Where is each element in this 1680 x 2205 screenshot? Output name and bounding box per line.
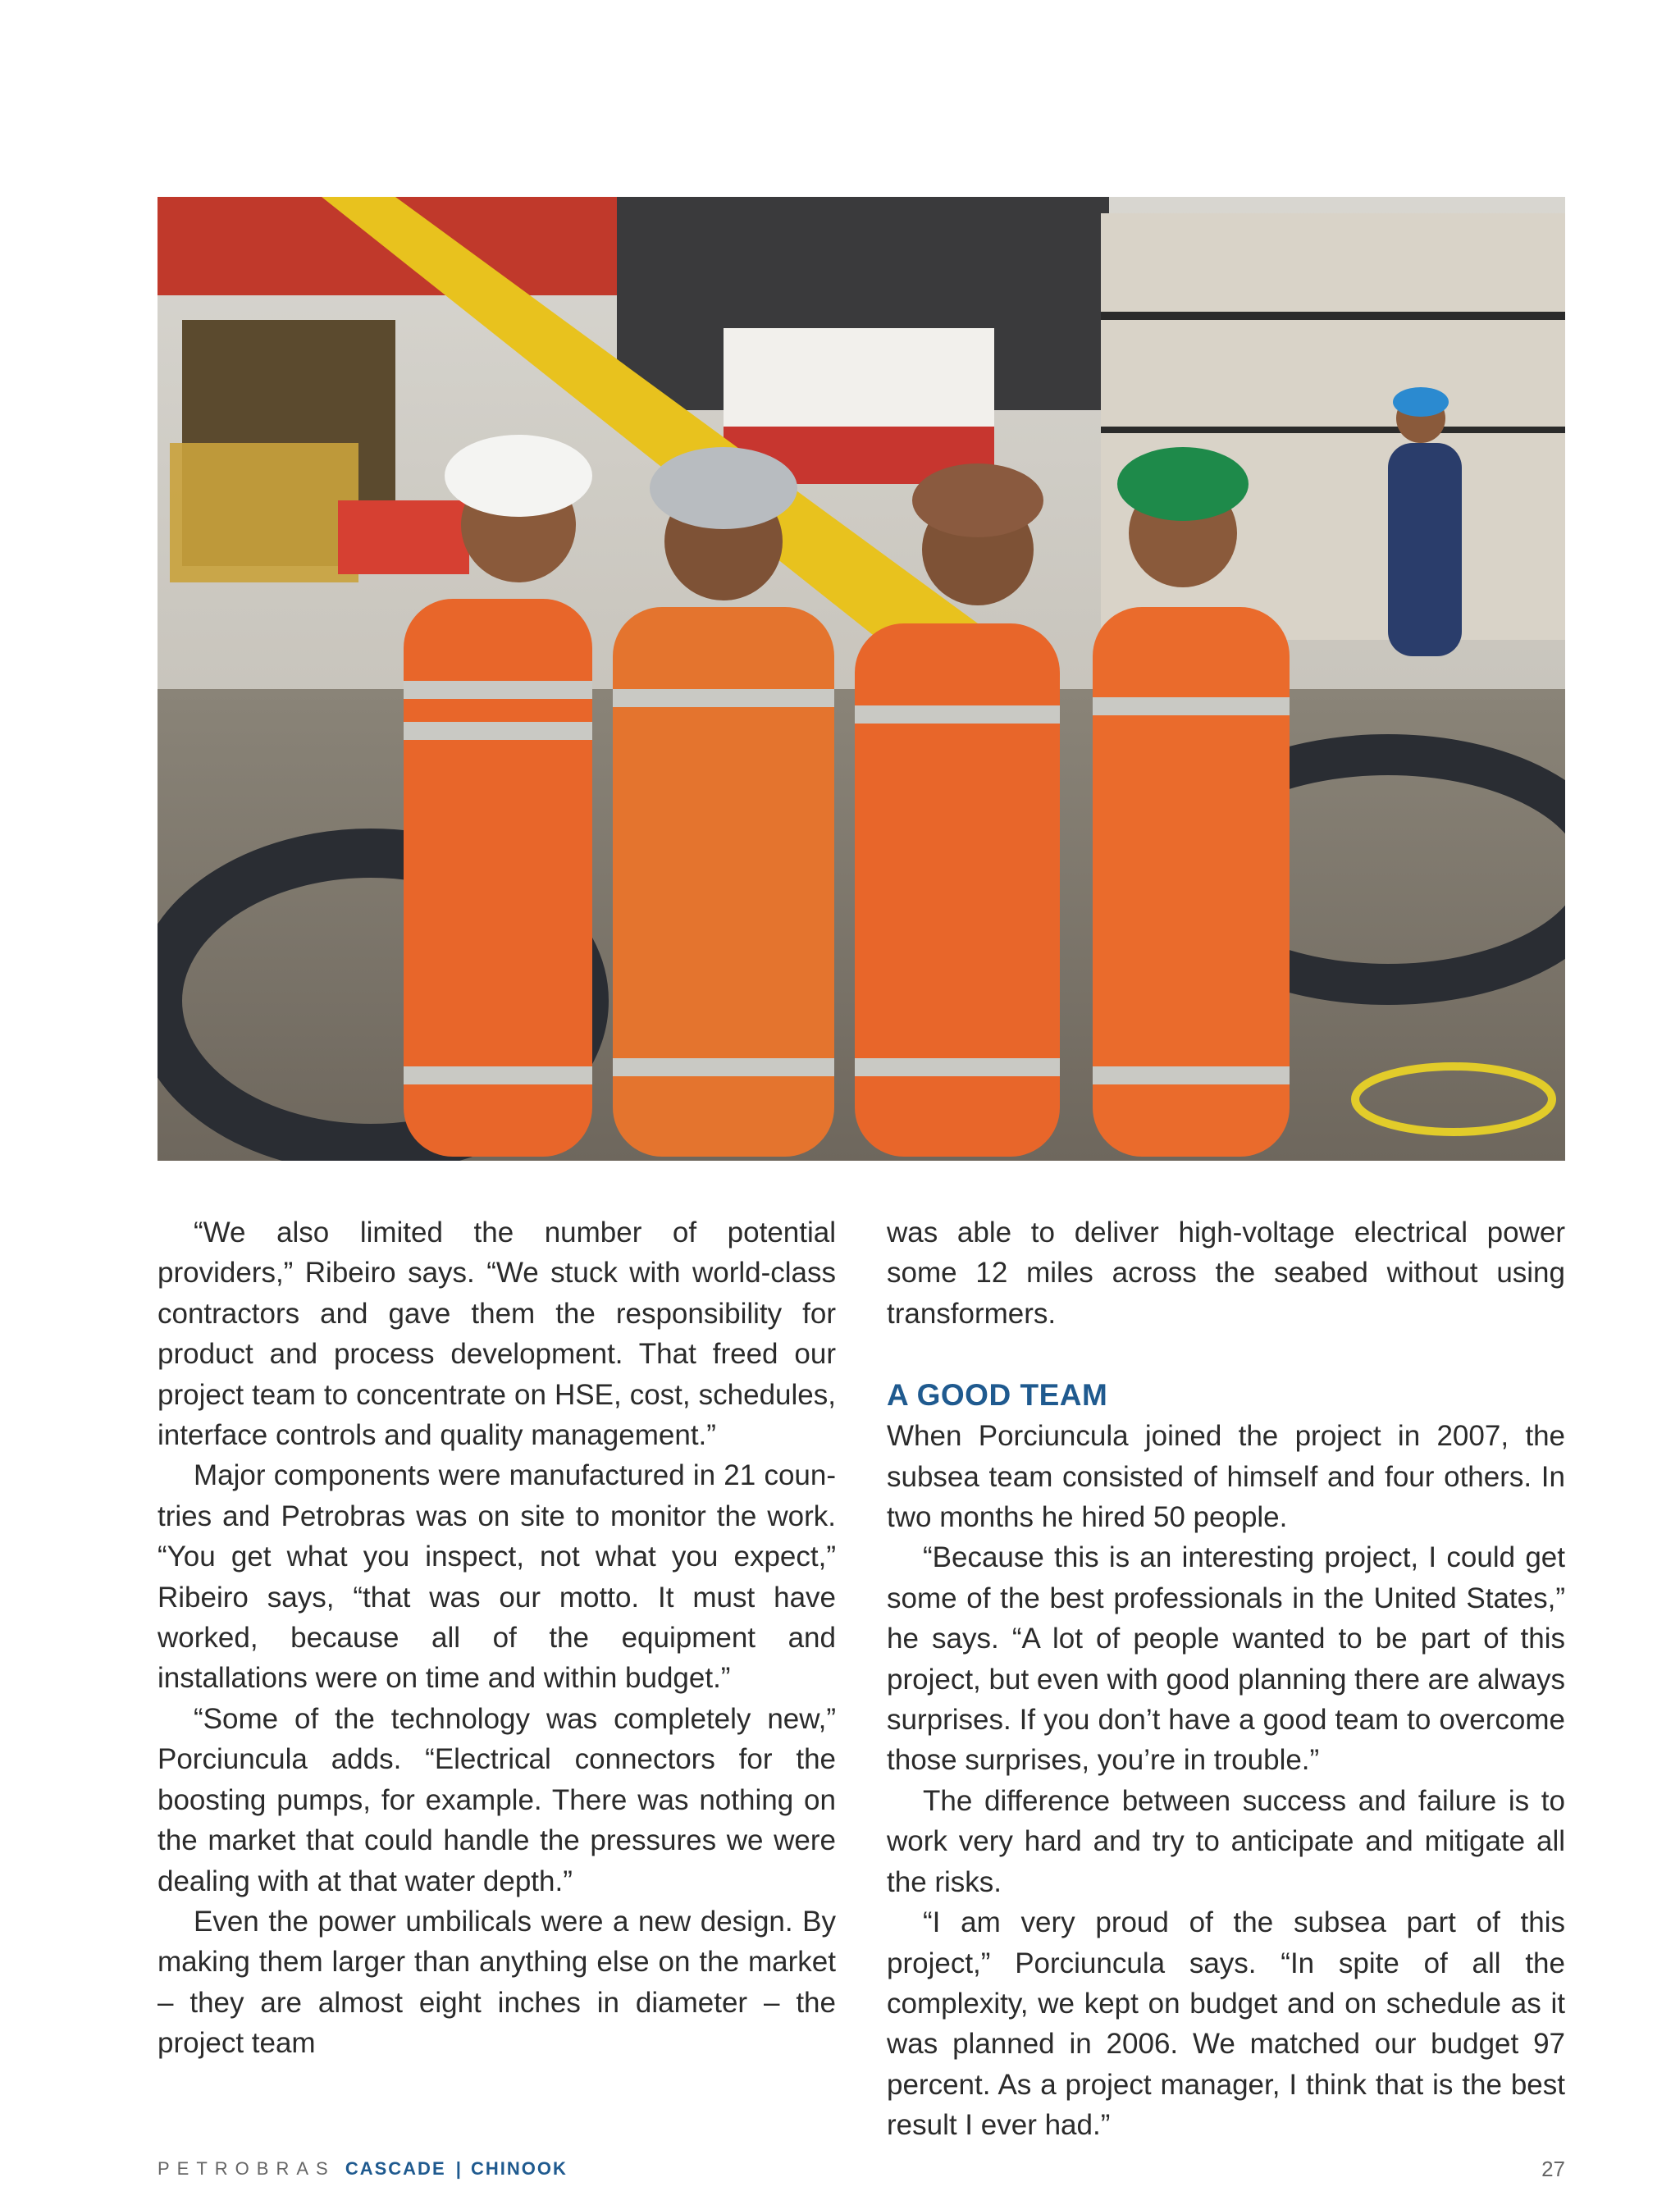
paragraph: Even the power umbilicals were a new design. By making them larger than anything else on the market – they are almost eight inches in diameter – the project team [158,1905,836,2060]
paragraph: “Because this is an interesting project, I could get some of the best professionals in the United States,” he says. “A lot of people wanted to be part of this project, but even with good planning there are always surprises. If you don’t have a good team to overcome those surprises, you’re in trouble.” [887,1541,1565,1777]
article-column-right [887,1212,1565,2146]
paragraph: “Some of the technology was completely new,” Porciuncula adds. “Electrical connectors for the boosting pumps, for example. There was nothing on the market that could handle the pressures we were dealing with at that water depth.” [158,1702,836,1897]
offshore-crew-photo [158,197,1565,1161]
footer-project-cascade: CASCADE [345,2158,446,2179]
paragraph: When Porciuncula joined the project in 2007, the subsea team consisted of himself and four others. In two months he hired 50 people. [887,1420,1565,1534]
paragraph: Major components were manufactured in 21 countries and Petrobras was on site to monitor the work. “You get what you inspect, not what you expect,” Ribeiro says, “that was our motto. It must have worked, because all of the equipment and installations were on time and within budget.” [158,1459,836,1695]
article-column-left [158,1212,836,2064]
footer-project-chinook: CHINOOK [471,2158,568,2179]
page-number: 27 [1541,2157,1565,2181]
paragraph: “I am very proud of the subsea part of this project,” Porciuncula says. “In spite of all the complexity, we kept on budget and on schedule as it was planned in 2006. We matched our budget 97 percent. As a project manager, I think that is the best result I ever had.” [887,1906,1565,2142]
footer-brand: PETROBRAS [158,2158,336,2179]
paragraph: “We also limited the number of potential providers,” Ribeiro says. “We stuck with world-class contractors and gave them the responsibility for product and process development. That freed our project team to concentrate on HSE, cost, schedules, interface controls and quality management.” [158,1217,836,1452]
footer-separator: | [455,2158,461,2179]
paragraph: The difference between success and failure is to work very hard and try to anticipate and mitigate all the risks. [887,1784,1565,1898]
section-heading: A GOOD TEAM [887,1378,1108,1413]
paragraph-continuation: was able to deliver high-voltage electrical power some 12 miles across the seabed without using transformers. [887,1217,1565,1330]
page-footer [158,2156,1565,2182]
photo-illustration [158,197,1565,1161]
